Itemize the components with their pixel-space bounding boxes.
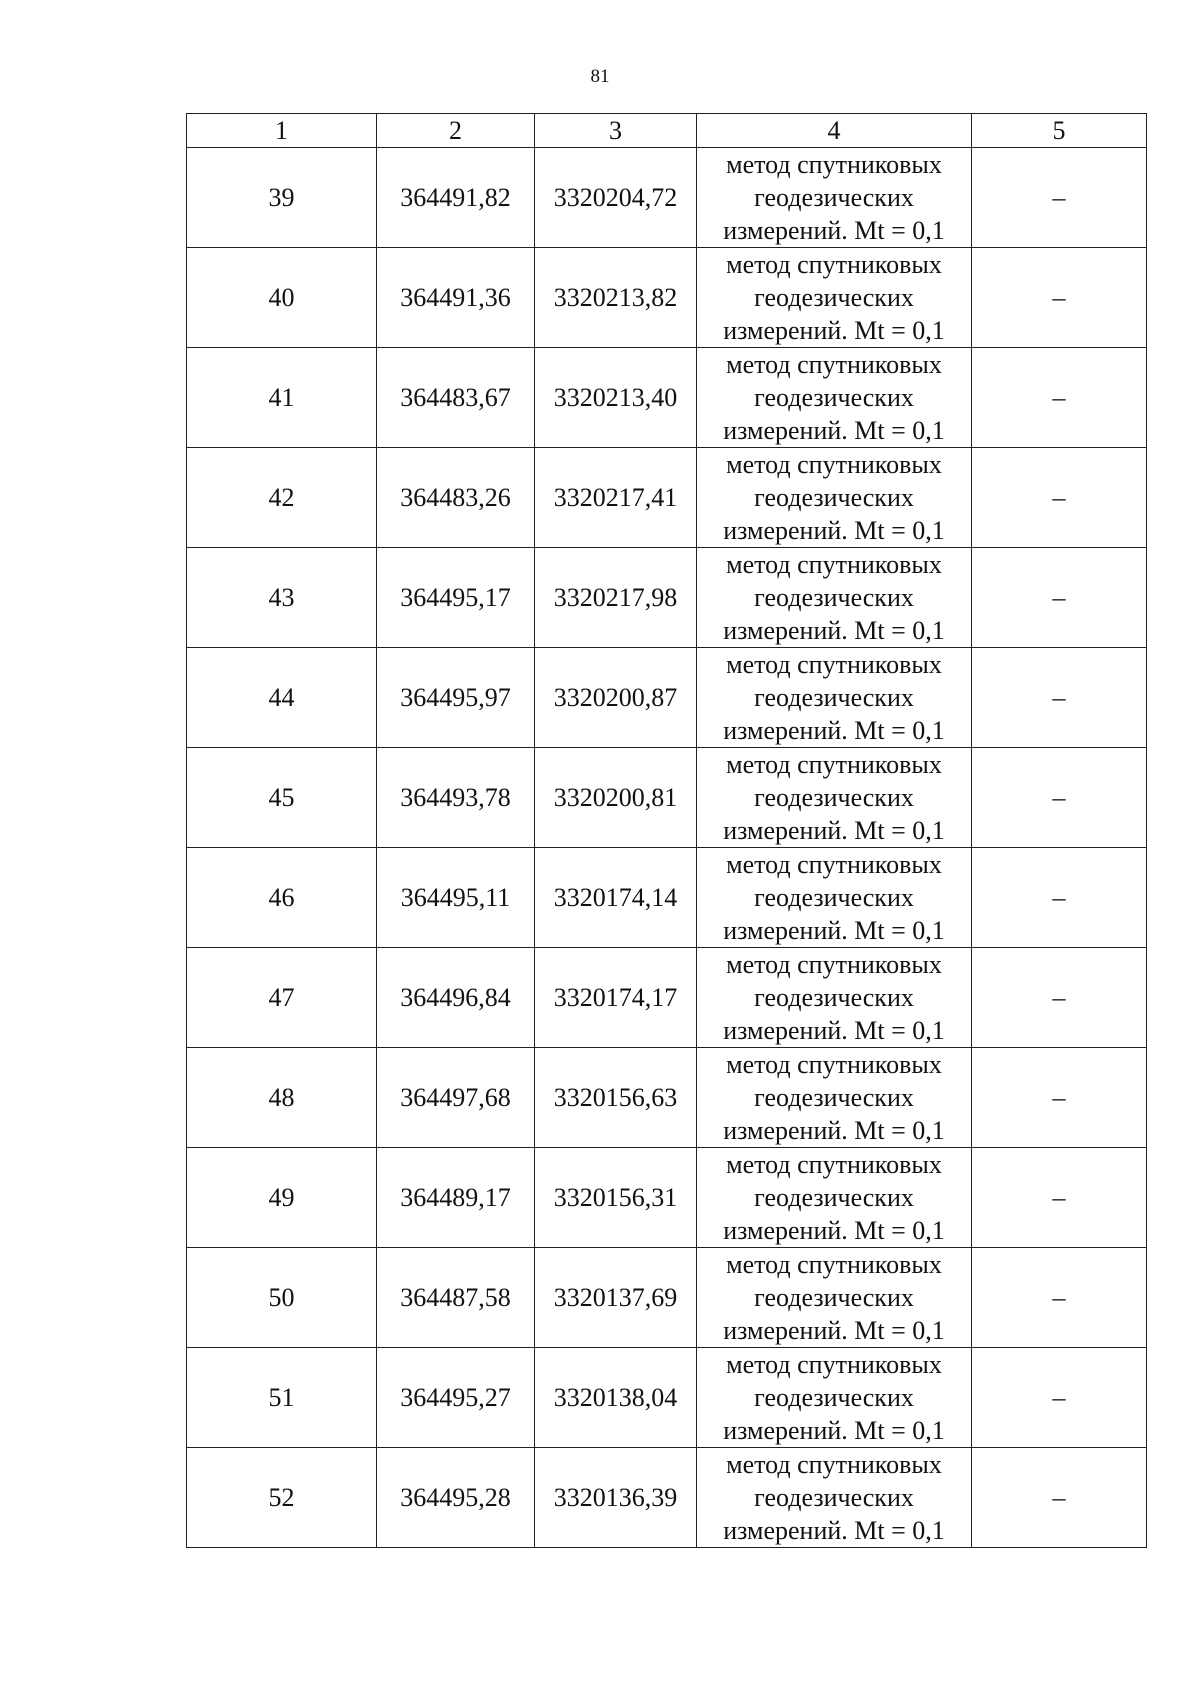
y-coordinate-cell: 3320213,40 [535, 348, 697, 448]
table-body [187, 148, 1147, 1548]
point-number-cell: 48 [187, 1048, 377, 1148]
column-header-2: 2 [377, 114, 535, 148]
method-line: измерений. Mt = 0,1 [723, 1316, 945, 1345]
method-line: измерений. Mt = 0,1 [723, 716, 945, 745]
table-row [187, 648, 1147, 748]
method-line: геодезических [754, 483, 914, 512]
method-line: геодезических [754, 1183, 914, 1212]
y-coordinate-cell: 3320200,81 [535, 748, 697, 848]
note-cell: – [972, 1048, 1147, 1148]
table-row [187, 1148, 1147, 1248]
method-line: геодезических [754, 383, 914, 412]
x-coordinate-cell: 364497,68 [377, 1048, 535, 1148]
method-line: метод спутниковых [726, 1150, 942, 1179]
point-number-cell: 46 [187, 848, 377, 948]
method-line: измерений. Mt = 0,1 [723, 416, 945, 445]
table-row [187, 248, 1147, 348]
method-line: метод спутниковых [726, 250, 942, 279]
method-cell [697, 448, 972, 548]
method-line: геодезических [754, 1283, 914, 1312]
x-coordinate-cell: 364487,58 [377, 1248, 535, 1348]
method-cell [697, 948, 972, 1048]
y-coordinate-cell: 3320156,31 [535, 1148, 697, 1248]
method-cell [697, 548, 972, 648]
x-coordinate-cell: 364495,17 [377, 548, 535, 648]
method-line: метод спутниковых [726, 150, 942, 179]
method-line: измерений. Mt = 0,1 [723, 316, 945, 345]
method-line: измерений. Mt = 0,1 [723, 516, 945, 545]
note-cell: – [972, 1148, 1147, 1248]
x-coordinate-cell: 364483,67 [377, 348, 535, 448]
x-coordinate-cell: 364496,84 [377, 948, 535, 1048]
table-row [187, 848, 1147, 948]
x-coordinate-cell: 364495,28 [377, 1448, 535, 1548]
table-row [187, 1348, 1147, 1448]
method-cell [697, 148, 972, 248]
table-row [187, 748, 1147, 848]
note-cell: – [972, 848, 1147, 948]
method-line: измерений. Mt = 0,1 [723, 1416, 945, 1445]
method-cell [697, 1348, 972, 1448]
table-row [187, 1048, 1147, 1148]
method-line: метод спутниковых [726, 450, 942, 479]
note-cell: – [972, 648, 1147, 748]
method-line: метод спутниковых [726, 750, 942, 779]
x-coordinate-cell: 364489,17 [377, 1148, 535, 1248]
point-number-cell: 50 [187, 1248, 377, 1348]
method-line: измерений. Mt = 0,1 [723, 816, 945, 845]
table-row [187, 348, 1147, 448]
table-row [187, 148, 1147, 248]
x-coordinate-cell: 364491,82 [377, 148, 535, 248]
table-row [187, 1448, 1147, 1548]
note-cell: – [972, 448, 1147, 548]
point-number-cell: 39 [187, 148, 377, 248]
note-cell: – [972, 148, 1147, 248]
method-cell [697, 648, 972, 748]
point-number-cell: 49 [187, 1148, 377, 1248]
method-line: геодезических [754, 1483, 914, 1512]
table-row [187, 948, 1147, 1048]
point-number-cell: 44 [187, 648, 377, 748]
method-line: метод спутниковых [726, 1250, 942, 1279]
method-line: геодезических [754, 683, 914, 712]
column-header-4: 4 [697, 114, 972, 148]
table-row [187, 1248, 1147, 1348]
note-cell: – [972, 748, 1147, 848]
y-coordinate-cell: 3320200,87 [535, 648, 697, 748]
method-cell [697, 1448, 972, 1548]
method-line: геодезических [754, 183, 914, 212]
method-line: геодезических [754, 1083, 914, 1112]
method-line: геодезических [754, 583, 914, 612]
point-number-cell: 51 [187, 1348, 377, 1448]
coordinates-table [186, 113, 1147, 1548]
y-coordinate-cell: 3320156,63 [535, 1048, 697, 1148]
y-coordinate-cell: 3320217,98 [535, 548, 697, 648]
table-row [187, 548, 1147, 648]
method-line: геодезических [754, 983, 914, 1012]
point-number-cell: 41 [187, 348, 377, 448]
note-cell: – [972, 1448, 1147, 1548]
note-cell: – [972, 948, 1147, 1048]
method-line: измерений. Mt = 0,1 [723, 1216, 945, 1245]
y-coordinate-cell: 3320174,17 [535, 948, 697, 1048]
method-line: метод спутниковых [726, 650, 942, 679]
method-line: метод спутниковых [726, 1450, 942, 1479]
note-cell: – [972, 348, 1147, 448]
point-number-cell: 43 [187, 548, 377, 648]
method-line: измерений. Mt = 0,1 [723, 616, 945, 645]
method-line: геодезических [754, 883, 914, 912]
table-row [187, 448, 1147, 548]
y-coordinate-cell: 3320138,04 [535, 1348, 697, 1448]
y-coordinate-cell: 3320174,14 [535, 848, 697, 948]
y-coordinate-cell: 3320137,69 [535, 1248, 697, 1348]
method-cell [697, 848, 972, 948]
y-coordinate-cell: 3320204,72 [535, 148, 697, 248]
header-row [187, 114, 1147, 148]
method-line: измерений. Mt = 0,1 [723, 916, 945, 945]
method-line: метод спутниковых [726, 350, 942, 379]
y-coordinate-cell: 3320213,82 [535, 248, 697, 348]
method-cell [697, 1148, 972, 1248]
method-line: геодезических [754, 283, 914, 312]
method-line: геодезических [754, 783, 914, 812]
method-cell [697, 1248, 972, 1348]
method-line: метод спутниковых [726, 850, 942, 879]
y-coordinate-cell: 3320217,41 [535, 448, 697, 548]
method-line: метод спутниковых [726, 950, 942, 979]
method-line: измерений. Mt = 0,1 [723, 1516, 945, 1545]
point-number-cell: 52 [187, 1448, 377, 1548]
x-coordinate-cell: 364491,36 [377, 248, 535, 348]
point-number-cell: 42 [187, 448, 377, 548]
point-number-cell: 45 [187, 748, 377, 848]
method-cell [697, 748, 972, 848]
column-header-5: 5 [972, 114, 1147, 148]
method-cell [697, 1048, 972, 1148]
x-coordinate-cell: 364495,11 [377, 848, 535, 948]
method-line: измерений. Mt = 0,1 [723, 1116, 945, 1145]
method-line: метод спутниковых [726, 1050, 942, 1079]
x-coordinate-cell: 364483,26 [377, 448, 535, 548]
note-cell: – [972, 1348, 1147, 1448]
method-line: измерений. Mt = 0,1 [723, 1016, 945, 1045]
point-number-cell: 40 [187, 248, 377, 348]
method-line: геодезических [754, 1383, 914, 1412]
x-coordinate-cell: 364493,78 [377, 748, 535, 848]
method-line: измерений. Mt = 0,1 [723, 216, 945, 245]
point-number-cell: 47 [187, 948, 377, 1048]
column-header-3: 3 [535, 114, 697, 148]
method-line: метод спутниковых [726, 550, 942, 579]
y-coordinate-cell: 3320136,39 [535, 1448, 697, 1548]
note-cell: – [972, 548, 1147, 648]
method-line: метод спутниковых [726, 1350, 942, 1379]
method-cell [697, 248, 972, 348]
method-cell [697, 348, 972, 448]
note-cell: – [972, 248, 1147, 348]
x-coordinate-cell: 364495,97 [377, 648, 535, 748]
page-number: 81 [590, 66, 610, 87]
x-coordinate-cell: 364495,27 [377, 1348, 535, 1448]
column-header-1: 1 [187, 114, 377, 148]
note-cell: – [972, 1248, 1147, 1348]
